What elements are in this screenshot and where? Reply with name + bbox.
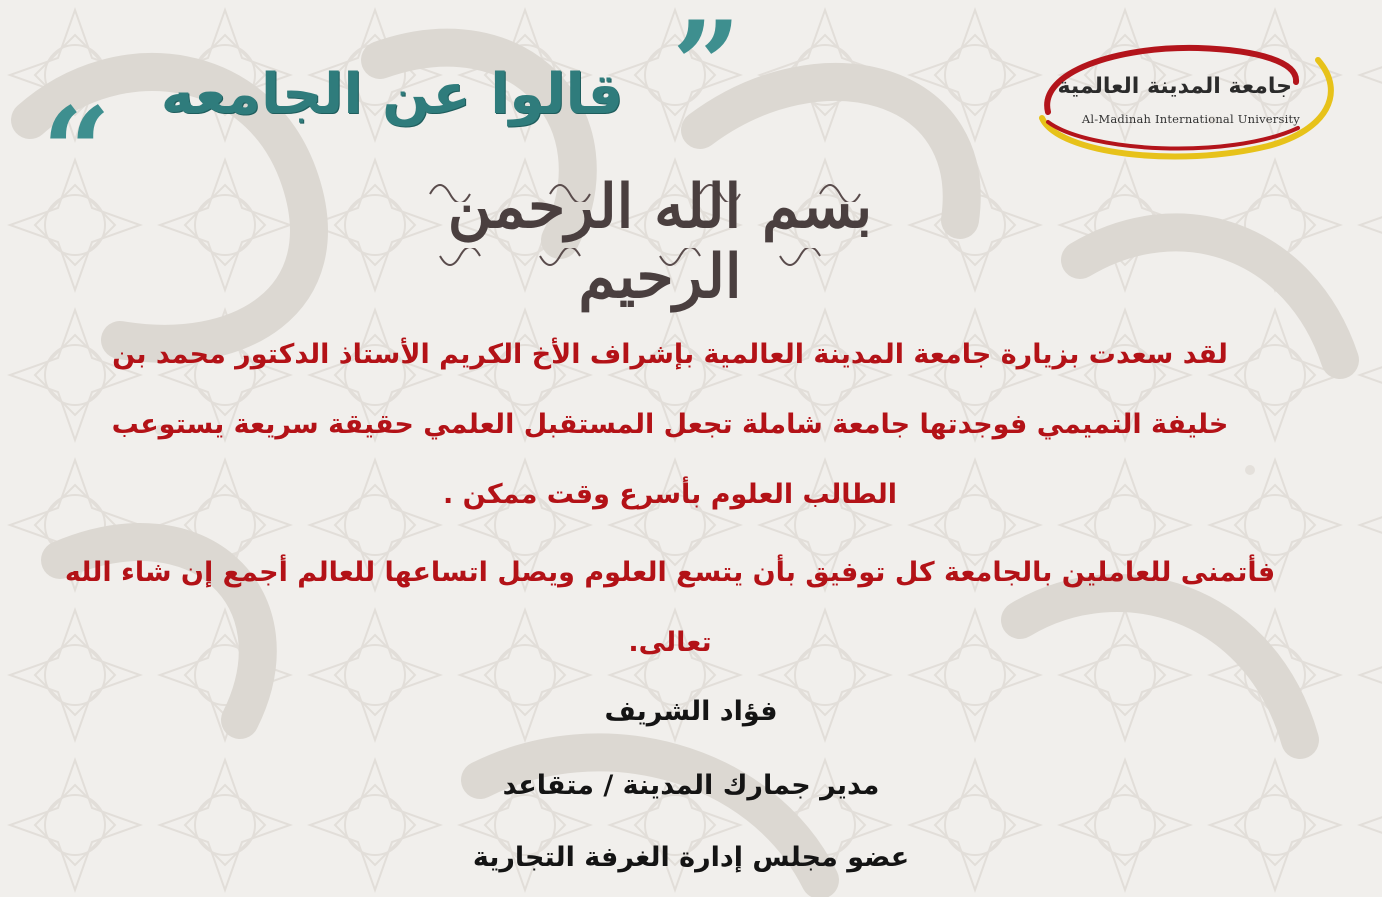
testimonial-line-1: لقد سعدت بزيارة جامعة المدينة العالمية بإشراف الأخ الكريم الأستاذ الدكتور محمد بن [112,339,1228,370]
university-logo [1028,42,1340,166]
logo-arc-icon [1028,42,1340,166]
basmala: بسم الله الرحمن الرحيم [447,172,873,312]
signature-name: فؤاد الشريف [604,696,778,727]
testimonial-line-2: خليفة التميمي فوجدتها جامعة شاملة تجعل المستقبل العلمي حقيقة سريعة يستوعب [111,409,1229,440]
logo-english-name: Al-Madinah International University [1081,112,1300,126]
closing-quote-mark: ” [672,0,742,136]
logo-arabic-name: جامعة المدينة العالمية [1057,74,1292,99]
basmala-bottom-ornament [400,248,900,278]
signature-role: عضو مجلس إدارة الغرفة التجارية [472,842,910,873]
signature-title: مدير جمارك المدينة / متقاعد [502,770,880,801]
testimonial-line-5: تعالى. [628,627,712,658]
testimonial-line-3: الطالب العلوم بأسرع وقت ممكن . [442,479,898,510]
page-title: قالوا عن الجامعه [160,62,624,127]
opening-quote-mark: “ [42,81,112,222]
testimonial-line-4: فأتمنى للعاملين بالجامعة كل توفيق بأن يتسع العلوم ويصل اتساعها للعالم أجمع إن شاء الله [64,557,1276,588]
